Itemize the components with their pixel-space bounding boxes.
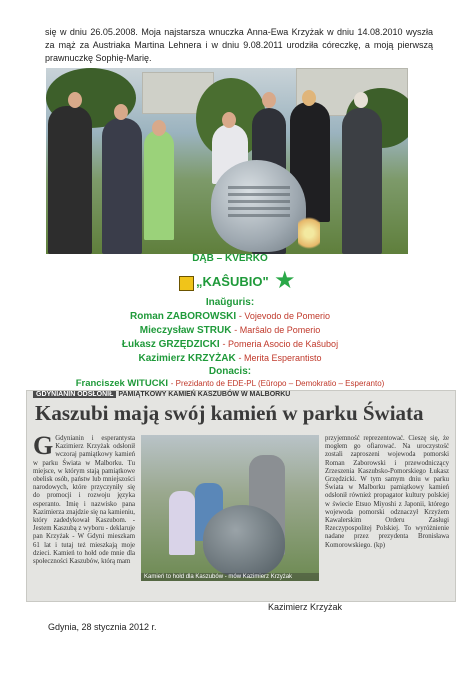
clipping-column-right: przyjemność reprezentować. Cieszę się, że mogłem go ofiarować. Na uroczystość zostali zaproszeni wojewoda pomorski Roman Zaborowski i przewodniczący Zrzeszenia Kaszubsko-Pomorskiego Łukasz Grzędzicki. W tym samym dniu w parku Świata w Malborku pamiątkowy kamień odsłonił również propagator kultury polskiej w świecie Etsuo Miyoshi z Japonii, którego wojewoda pomorski odznaczył Krzyżem Kawalerskim Orderu Zasługi Rzeczypospolitej Polskiej. To wyróżnienie nadane przez prezydenta Bronisława Komorowskiego. (kp) xyxy=(325,435,449,549)
drop-cap: G xyxy=(33,435,54,460)
inaugur-name: Kazimierz KRZYŻAK xyxy=(138,353,236,364)
column-left-text: Gdynianin i esperantysta Kazimierz Krzyżak odsłonił wczoraj pamiątkowy kamień w parku Świata w Malborku. Tu miejsce, w którym stają pamiątkowe obelisk osób, państw lub mniejszości narodowych, które przyczyniły się do promocji i rozwoju języka esperanto. Imię i nazwisko pana Kazimierza znajdzie się na kamieniu, który zadedykował Kaszubom. - Jestem Kaszubą z wyboru - deklaruje pan Krzyżak - W Gdyni mieszkam 61 lat i tutaj też mieszkają moje dzieci. Kamień to hołd ode mnie dla społeczności Kaszubów, którą mam xyxy=(33,435,135,566)
inaugur-role: - Pomeria Asocio de Kaŝuboj xyxy=(222,339,339,349)
ceremony-photo xyxy=(46,68,408,254)
clipping-kicker xyxy=(33,391,290,398)
donor-row xyxy=(0,378,460,389)
clipping-column-left xyxy=(33,435,135,593)
kicker-right: PAMIĄTKOWY KAMIEŃ KASZUBÓW W MALBORKU xyxy=(118,391,291,398)
kasubio-logo-row xyxy=(0,267,460,294)
inaugur-role: - Merita Esperantisto xyxy=(238,353,322,363)
inaugurs-label: Inaŭguris: xyxy=(205,297,255,308)
clipping-headline: Kaszubi mają swój kamień w parku Świata xyxy=(35,401,424,425)
donacis-label: Donacis: xyxy=(208,366,252,377)
inaugur-row xyxy=(0,352,460,365)
intro-paragraph: się w dniu 26.05.2008. Moja najstarsza wnuczka Anna-Ewa Krzyżak w dniu 14.08.2010 wyszła za mąż za Austriaka Martina Lehnera i w dniu 9.08.2011 urodziła córeczkę, a moją pierwszą prawnuczkę Sophię-Marię. xyxy=(45,27,433,63)
kicker-left: GDYNIANIN ODSŁONIŁ xyxy=(33,391,116,398)
inaugur-name: Mieczysław STRUK xyxy=(139,325,232,336)
inaugur-row xyxy=(0,338,460,351)
inaugur-name: Roman ZABOROWSKI xyxy=(130,311,237,322)
coat-of-arms-icon xyxy=(179,276,194,291)
inaugur-role: - Vojevodo de Pomerio xyxy=(238,311,330,321)
donor-role: - Prezidanto de EDE-PL (Eŭropo – Demokratio – Esperanto) xyxy=(170,379,385,388)
esperanto-star-icon: ★ xyxy=(274,267,296,294)
inaugur-name: Łukasz GRZĘDZICKI xyxy=(121,339,220,350)
newspaper-clipping xyxy=(26,390,456,602)
inaugur-role: - Marŝalo de Pomerio xyxy=(234,325,321,335)
photo-caption: Kamień to hołd dla Kaszubów - mów Kazimierz Krzyżak xyxy=(141,573,319,581)
inaugur-row xyxy=(0,324,460,337)
inaugur-row xyxy=(0,310,460,323)
heading-oak: DĄB – KVERKO xyxy=(192,253,268,264)
donor-name: Franciszek WITUCKI xyxy=(75,378,169,389)
date-line: Gdynia, 28 stycznia 2012 r. xyxy=(48,622,157,632)
kasubio-title: „KAŜUBIO" xyxy=(196,274,269,289)
clipping-photo xyxy=(141,435,319,581)
signature: Kazimierz Krzyżak xyxy=(268,602,343,612)
